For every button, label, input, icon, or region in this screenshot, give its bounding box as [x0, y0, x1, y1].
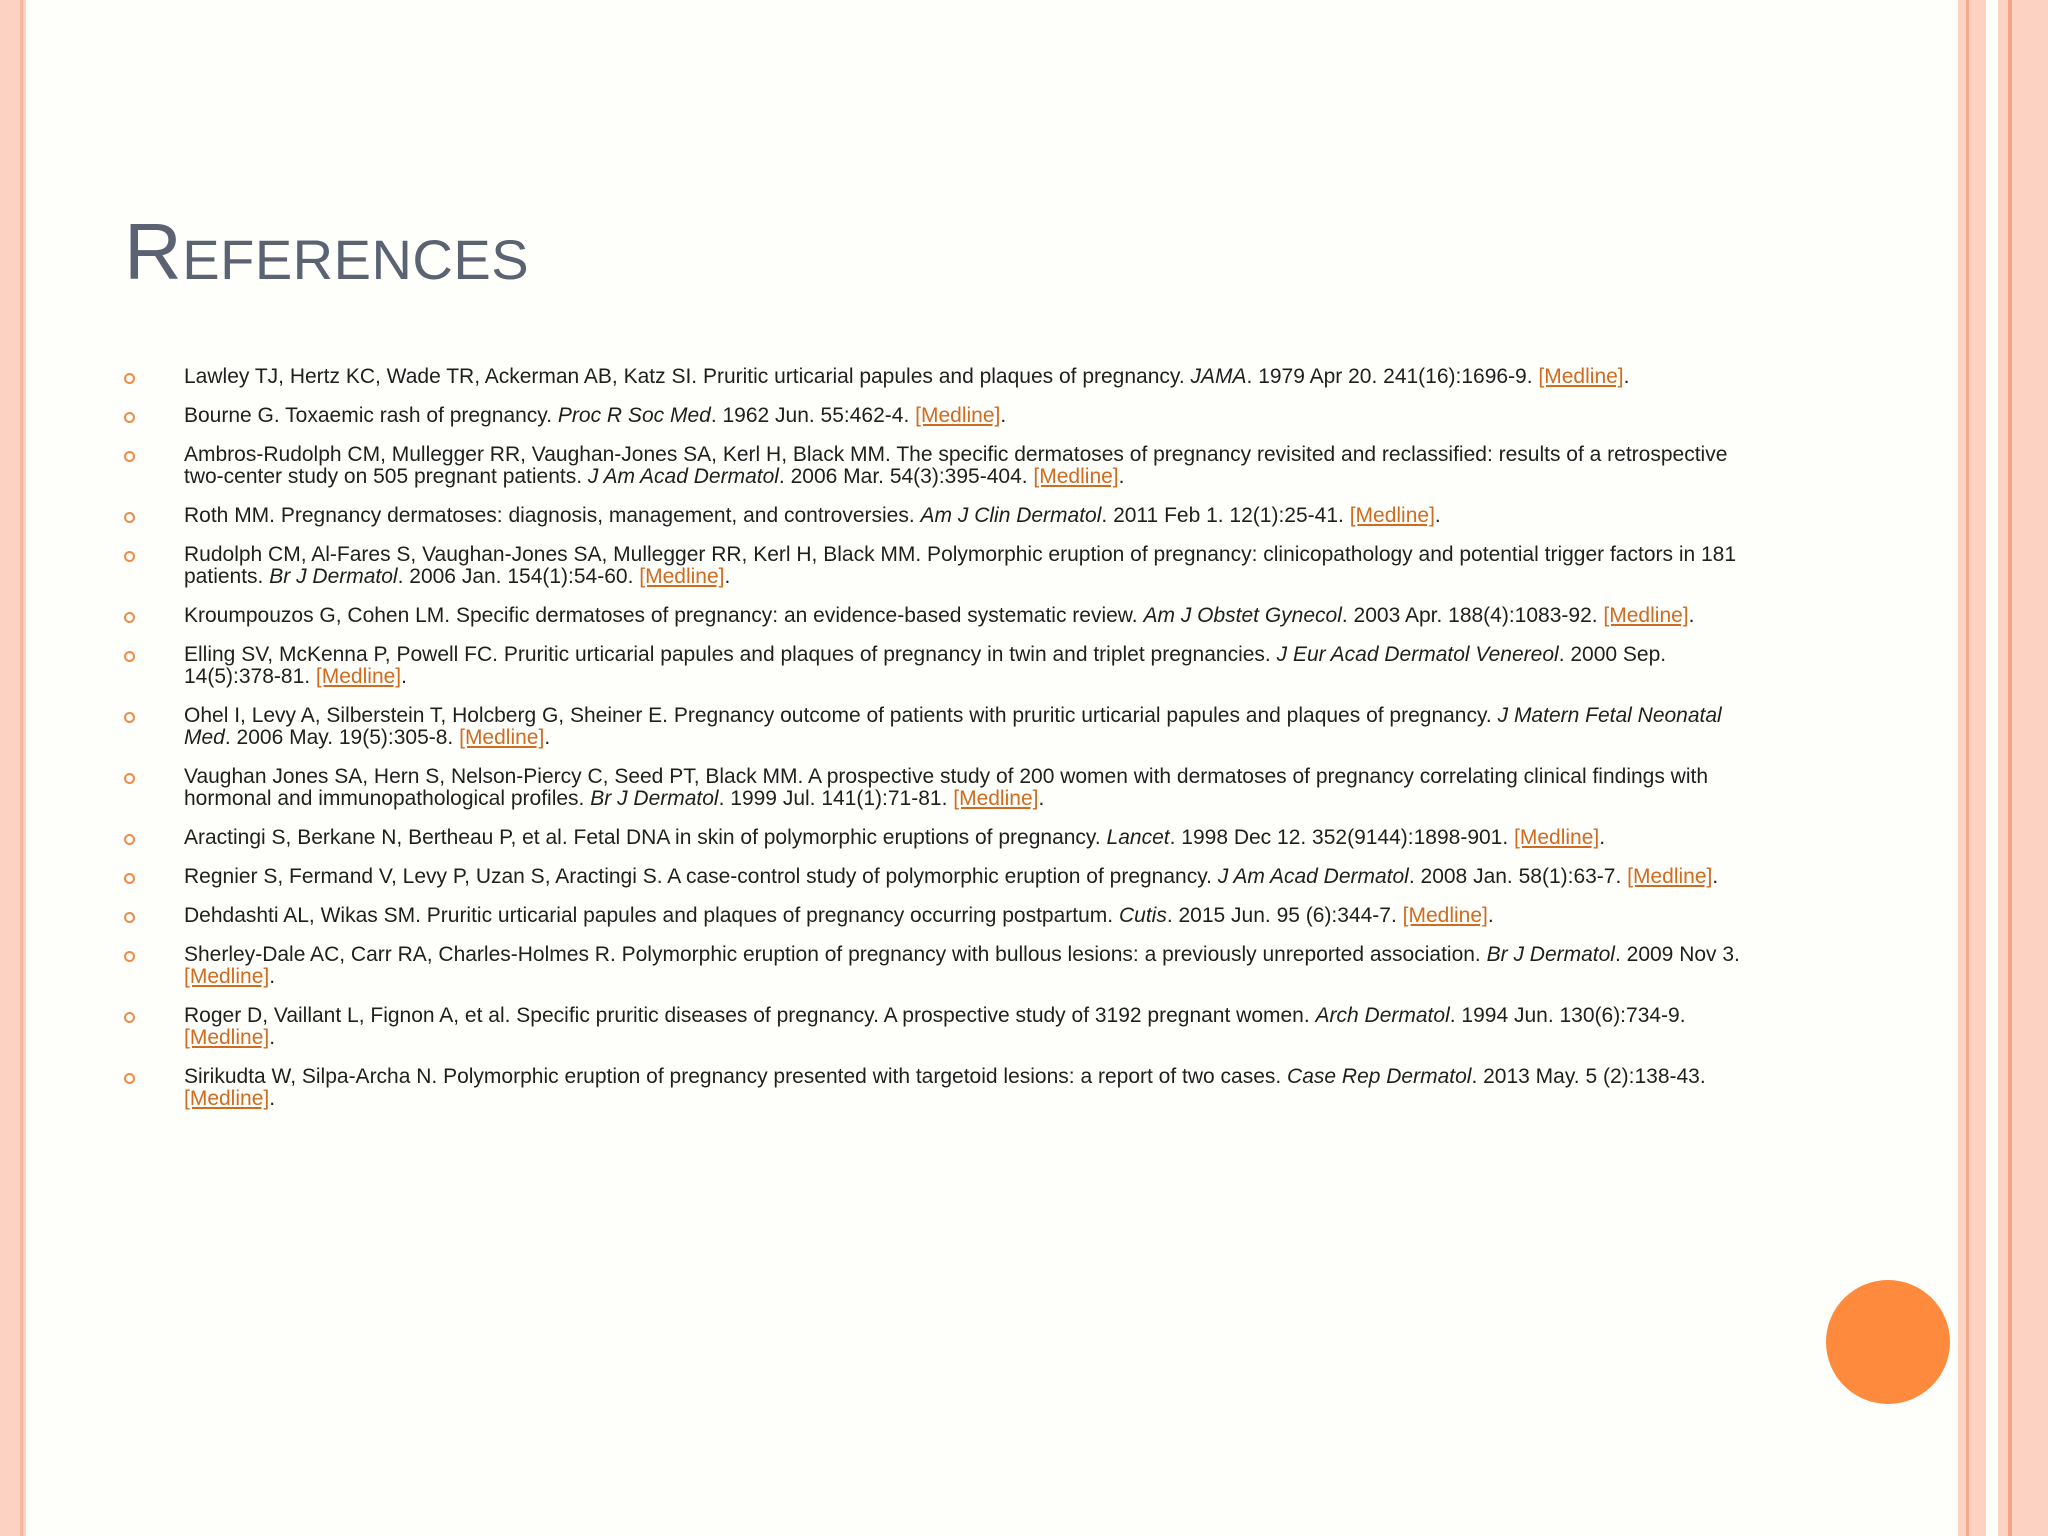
- reference-item: [124, 1005, 1764, 1049]
- reference-item: [124, 605, 1764, 627]
- bullet-icon: [124, 612, 135, 623]
- reference-item: [124, 444, 1764, 488]
- medline-link[interactable]: [Medline]: [1627, 865, 1713, 888]
- medline-link[interactable]: [Medline]: [315, 665, 402, 688]
- reference-authors-title: Ohel I, Levy A, Silberstein T, Holcberg G, Sheiner E. Pregnancy outcome of patients with pruritic urticarial papules and plaques of pregnancy.: [184, 704, 1498, 727]
- reference-item: [124, 544, 1764, 588]
- bullet-icon: [124, 873, 135, 884]
- reference-item: [124, 505, 1764, 527]
- medline-link[interactable]: [Medline]: [1603, 604, 1689, 627]
- reference-details: . 1979 Apr 20. 241(16):1696-9.: [1246, 365, 1539, 388]
- reference-journal: J Matern Fetal Neonatal Med: [184, 704, 1722, 749]
- bullet-icon: [124, 651, 135, 662]
- reference-end: .: [401, 665, 407, 688]
- reference-item: [124, 866, 1764, 888]
- reference-end: .: [269, 1026, 276, 1049]
- medline-link[interactable]: [Medline]: [1514, 826, 1600, 849]
- bullet-icon: [124, 451, 135, 462]
- reference-details: . 2006 Jan. 154(1):54-60.: [397, 565, 640, 588]
- reference-item: [124, 944, 1764, 988]
- reference-item: [124, 366, 1764, 388]
- reference-end: .: [544, 726, 551, 749]
- medline-link[interactable]: [Medline]: [1402, 904, 1488, 927]
- reference-end: .: [1487, 904, 1494, 927]
- reference-journal: J Eur Acad Dermatol Venereol: [1276, 643, 1559, 666]
- reference-details: . 2009 Nov 3.: [1614, 943, 1740, 966]
- reference-authors-title: Regnier S, Fermand V, Levy P, Uzan S, Aractingi S. A case-control study of polymorphic eruption of pregnancy.: [184, 865, 1218, 888]
- right-stripe-3: [1969, 0, 1986, 1536]
- reference-authors-title: Lawley TJ, Hertz KC, Wade TR, Ackerman AB, Katz SI. Pruritic urticarial papules and plaques of pregnancy.: [184, 365, 1191, 388]
- reference-journal: Lancet: [1106, 826, 1170, 849]
- reference-authors-title: Rudolph CM, Al-Fares S, Vaughan-Jones SA, Mullegger RR, Kerl H, Black MM. Polymorphic eruption of pregnancy: clinicopathology and potential trigger factors in 181 patients.: [184, 543, 1737, 588]
- bullet-icon: [124, 773, 135, 784]
- reference-journal: Br J Dermatol: [269, 565, 398, 588]
- bullet-icon: [124, 373, 135, 384]
- reference-journal: Br J Dermatol: [1486, 943, 1615, 966]
- reference-details: . 1962 Jun. 55:462-4.: [710, 404, 916, 427]
- reference-authors-title: Sirikudta W, Silpa-Archa N. Polymorphic eruption of pregnancy presented with targetoid lesions: a report of two cases.: [184, 1065, 1288, 1088]
- reference-journal: J Am Acad Dermatol: [587, 465, 779, 488]
- reference-end: .: [269, 1087, 276, 1110]
- right-stripe-1: [1958, 0, 1966, 1536]
- bullet-icon: [124, 951, 135, 962]
- reference-item: [124, 405, 1764, 427]
- reference-journal: Cutis: [1118, 904, 1167, 927]
- reference-journal: Br J Dermatol: [590, 787, 719, 810]
- reference-details: . 2006 May. 19(5):305-8.: [224, 726, 460, 749]
- reference-end: .: [1038, 787, 1045, 810]
- reference-details: . 2011 Feb 1. 12(1):25-41.: [1101, 504, 1350, 527]
- reference-journal: Proc R Soc Med: [557, 404, 711, 427]
- reference-end: .: [1623, 365, 1630, 388]
- medline-link[interactable]: [Medline]: [184, 1087, 270, 1110]
- reference-end: .: [1434, 504, 1441, 527]
- right-border: [1958, 0, 2048, 1536]
- bullet-icon: [124, 912, 135, 923]
- reference-details: . 2003 Apr. 188(4):1083-92.: [1341, 604, 1604, 627]
- reference-end: .: [1688, 604, 1695, 627]
- reference-details: . 2013 May. 5 (2):138-43.: [1471, 1065, 1706, 1088]
- medline-link[interactable]: [Medline]: [1033, 465, 1119, 488]
- reference-authors-title: Roger D, Vaillant L, Fignon A, et al. Specific pruritic diseases of pregnancy. A prospective study of 3192 pregnant women.: [184, 1004, 1316, 1027]
- left-border-line: [20, 0, 23, 1536]
- reference-journal: Am J Obstet Gynecol: [1143, 604, 1342, 627]
- bullet-icon: [124, 512, 135, 523]
- reference-item: [124, 766, 1764, 810]
- reference-authors-title: Aractingi S, Berkane N, Bertheau P, et al. Fetal DNA in skin of polymorphic eruptions of pregnancy.: [184, 826, 1107, 849]
- medline-link[interactable]: [Medline]: [459, 726, 545, 749]
- reference-end: .: [269, 965, 276, 988]
- reference-item: [124, 827, 1764, 849]
- reference-end: .: [1712, 865, 1719, 888]
- reference-authors-title: Kroumpouzos G, Cohen LM. Specific dermatoses of pregnancy: an evidence-based systematic review.: [184, 604, 1144, 627]
- reference-authors-title: Bourne G. Toxaemic rash of pregnancy.: [184, 404, 558, 427]
- reference-journal: JAMA: [1190, 365, 1247, 388]
- reference-details: . 2008 Jan. 58(1):63-7.: [1408, 865, 1628, 888]
- reference-authors-title: Elling SV, McKenna P, Powell FC. Pruritic urticarial papules and plaques of pregnancy in twin and triplet pregnancies.: [184, 643, 1277, 666]
- reference-end: .: [1000, 404, 1007, 427]
- reference-journal: Arch Dermatol: [1315, 1004, 1450, 1027]
- medline-link[interactable]: [Medline]: [1349, 504, 1435, 527]
- bullet-icon: [124, 1073, 135, 1084]
- decorative-circle: [1826, 1280, 1950, 1404]
- reference-item: [124, 644, 1764, 688]
- reference-details: . 2000 Sep. 14(5):378-81.: [184, 643, 1667, 688]
- reference-item: [124, 705, 1764, 749]
- reference-journal: J Am Acad Dermatol: [1217, 865, 1409, 888]
- reference-journal: Am J Clin Dermatol: [920, 504, 1102, 527]
- reference-journal: Case Rep Dermatol: [1287, 1065, 1472, 1088]
- bullet-icon: [124, 712, 135, 723]
- reference-end: .: [1118, 465, 1125, 488]
- reference-authors-title: Sherley-Dale AC, Carr RA, Charles-Holmes R. Polymorphic eruption of pregnancy with bullous lesions: a previously unreported association.: [184, 943, 1487, 966]
- reference-details: . 1998 Dec 12. 352(9144):1898-901.: [1169, 826, 1515, 849]
- right-stripe-6: [2012, 0, 2048, 1536]
- medline-link[interactable]: [Medline]: [915, 404, 1001, 427]
- reference-details: . 1994 Jun. 130(6):734-9.: [1449, 1004, 1686, 1027]
- reference-item: [124, 1066, 1764, 1110]
- medline-link[interactable]: [Medline]: [184, 1026, 270, 1049]
- bullet-icon: [124, 551, 135, 562]
- reference-end: .: [724, 565, 731, 588]
- medline-link[interactable]: [Medline]: [639, 565, 725, 588]
- right-stripe-4: [1998, 0, 2008, 1536]
- medline-link[interactable]: [Medline]: [1538, 365, 1624, 388]
- reference-authors-title: Roth MM. Pregnancy dermatoses: diagnosis, management, and controversies.: [184, 504, 921, 527]
- reference-authors-title: Vaughan Jones SA, Hern S, Nelson-Piercy C, Seed PT, Black MM. A prospective study of 200 women with dermatoses of pregnancy correlating clinical findings with hormonal and immunopathological profiles.: [184, 765, 1709, 810]
- bullet-icon: [124, 834, 135, 845]
- page-title: References: [124, 207, 530, 296]
- reference-details: . 2015 Jun. 95 (6):344-7.: [1166, 904, 1403, 927]
- bullet-icon: [124, 412, 135, 423]
- medline-link[interactable]: [Medline]: [953, 787, 1039, 810]
- reference-authors-title: Dehdashti AL, Wikas SM. Pruritic urticarial papules and plaques of pregnancy occurring postpartum.: [184, 904, 1119, 927]
- medline-link[interactable]: [Medline]: [184, 965, 270, 988]
- reference-authors-title: Ambros-Rudolph CM, Mullegger RR, Vaughan-Jones SA, Kerl H, Black MM. The specific dermatoses of pregnancy revisited and reclassified: results of a retrospective two-center study on 505 pregnant patients.: [184, 443, 1728, 488]
- reference-end: .: [1599, 826, 1606, 849]
- bullet-icon: [124, 1012, 135, 1023]
- reference-details: . 1999 Jul. 141(1):71-81.: [718, 787, 954, 810]
- references-list: [124, 366, 1764, 1127]
- reference-item: [124, 905, 1764, 927]
- reference-details: . 2006 Mar. 54(3):395-404.: [778, 465, 1034, 488]
